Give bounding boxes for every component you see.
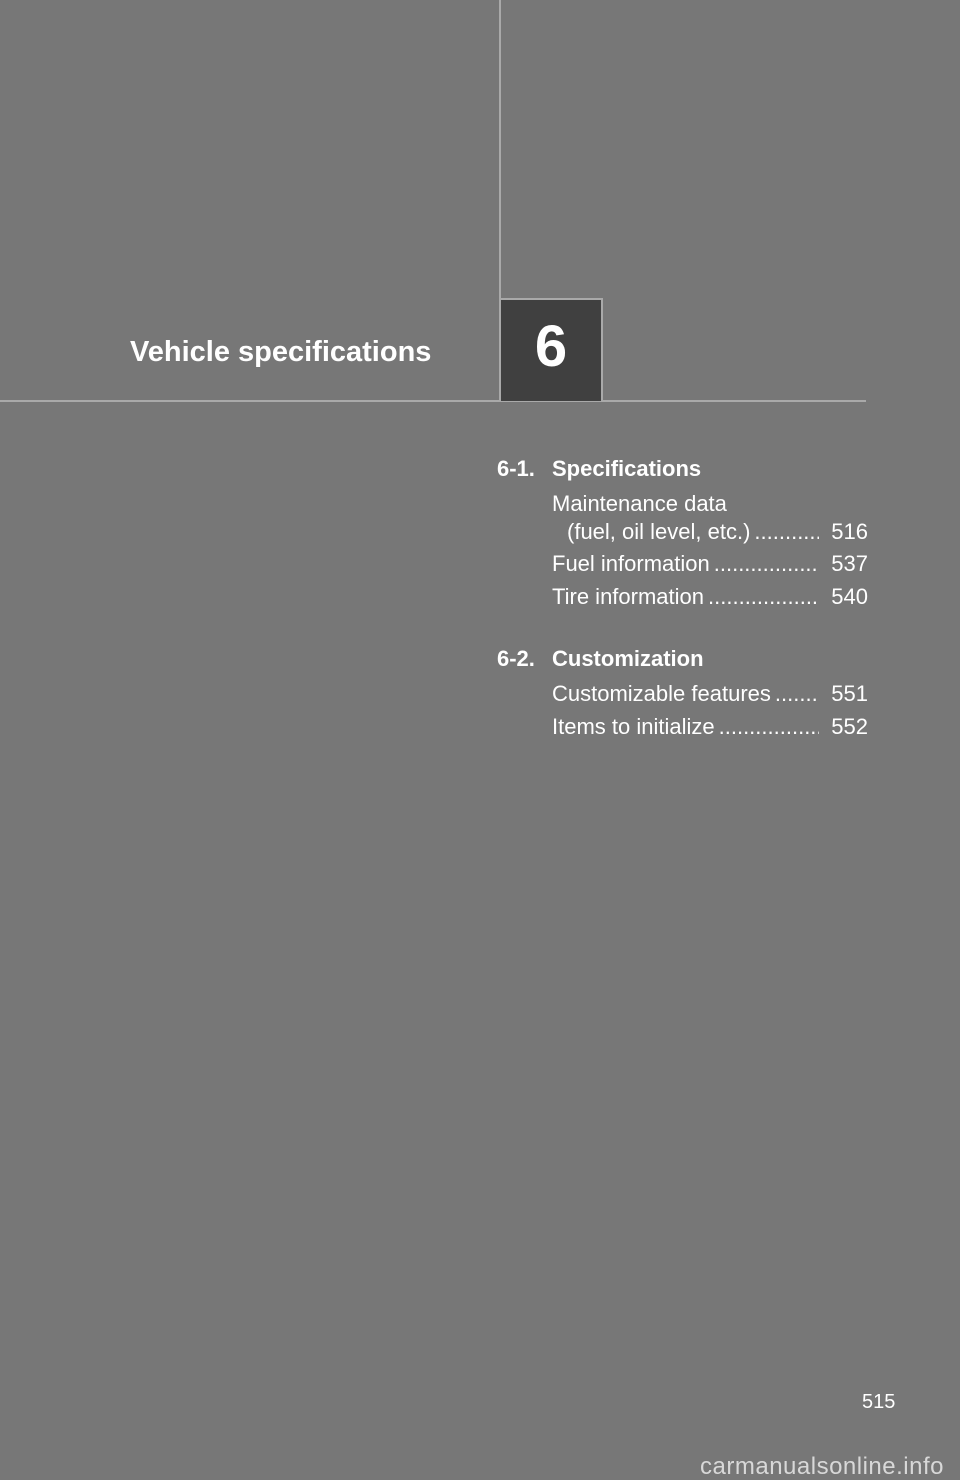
vertical-rule [499, 0, 501, 300]
leader-dots [775, 683, 819, 705]
horizontal-rule [0, 400, 866, 402]
leader-dots [754, 521, 819, 543]
toc-entry-label: (fuel, oil level, etc.) [567, 519, 751, 544]
toc-entry-page: 552 [831, 714, 868, 739]
toc-entry-label: Fuel information [552, 551, 710, 576]
toc-entry-page: 516 [831, 519, 868, 544]
chapter-title: Vehicle specifications [130, 336, 432, 368]
toc-entry-label: Items to initialize [552, 714, 715, 739]
toc-entry[interactable] [552, 716, 868, 738]
leader-dots [714, 553, 820, 575]
toc-entry-label: Customizable features [552, 681, 771, 706]
section-number: 6-2. [497, 646, 535, 671]
section-title: Customization [552, 646, 704, 671]
leader-dots [719, 716, 820, 738]
chapter-number-box [499, 298, 603, 401]
toc-entry-label: Tire information [552, 584, 705, 609]
toc-entry[interactable] [552, 553, 868, 575]
section-title: Specifications [552, 456, 702, 481]
page-number: 515 [862, 1391, 896, 1413]
toc-entry-page: 551 [831, 681, 868, 706]
toc-entry-label-line1[interactable]: Maintenance data [552, 491, 727, 516]
watermark: carmanualsonline.info [700, 1453, 944, 1480]
toc-entry[interactable] [552, 586, 868, 608]
leader-dots [708, 586, 819, 608]
toc-entry-page: 537 [831, 551, 868, 576]
toc-entry[interactable] [567, 521, 868, 543]
toc-entry-page: 540 [831, 584, 868, 609]
chapter-number: 6 [534, 314, 568, 379]
toc-entry[interactable] [552, 683, 868, 705]
section-number: 6-1. [497, 456, 535, 481]
